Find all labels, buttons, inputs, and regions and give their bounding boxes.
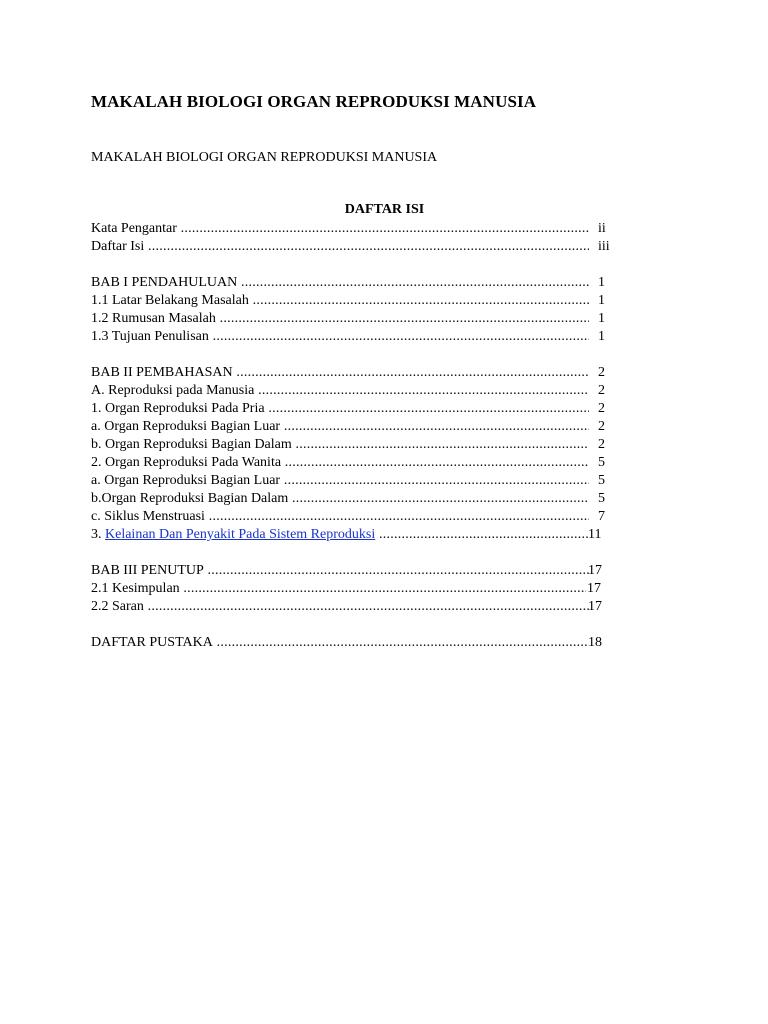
toc-page-number: 17 xyxy=(588,563,602,578)
toc-spacer xyxy=(91,544,631,562)
toc-entry: b.Organ Reproduksi Bagian Dalam ..... xyxy=(91,490,589,508)
toc-entry: 2.2 Saran ..... xyxy=(91,598,589,616)
toc-spacer xyxy=(91,256,631,274)
toc-page-number: 1 xyxy=(598,329,605,344)
toc-row xyxy=(91,490,631,508)
toc-row-kesimpulan xyxy=(91,580,631,598)
toc-page-number: 7 xyxy=(598,509,605,524)
toc-entry: Daftar Isi ..... xyxy=(91,238,589,256)
toc-entry: 1.3 Tujuan Penulisan ..... xyxy=(91,328,589,346)
toc-entry: 2. Organ Reproduksi Pada Wanita ..... xyxy=(91,454,589,472)
toc-page-number: 5 xyxy=(598,455,605,470)
toc-page-number: 5 xyxy=(598,473,605,488)
toc-link-kelainan[interactable]: Kelainan Dan Penyakit Pada Sistem Reproduksi xyxy=(105,527,376,542)
toc-row xyxy=(91,328,631,346)
toc-entry: c. Siklus Menstruasi ..... xyxy=(91,508,589,526)
toc-row xyxy=(91,508,631,526)
toc-entry: 2.1 Kesimpulan ..... xyxy=(91,580,586,598)
toc-row-bab-2 xyxy=(91,364,631,382)
toc-row-kata-pengantar xyxy=(91,220,631,238)
toc-row-bab-1 xyxy=(91,274,631,292)
toc-page-number: 17 xyxy=(588,599,602,614)
toc-row xyxy=(91,310,631,328)
toc-page-number: 5 xyxy=(598,491,605,506)
toc-row xyxy=(91,382,631,400)
toc-entry: 1.2 Rumusan Masalah ..... xyxy=(91,310,589,328)
toc-page-number: ii xyxy=(598,221,606,236)
toc-page-number: 2 xyxy=(598,419,605,434)
main-title: MAKALAH BIOLOGI ORGAN REPRODUKSI MANUSIA xyxy=(91,92,537,111)
toc-entry: a. Organ Reproduksi Bagian Luar ..... xyxy=(91,472,589,490)
toc-entry-prefix: 3. xyxy=(91,527,102,542)
toc-row xyxy=(91,436,631,454)
toc-entry: A. Reproduksi pada Manusia ..... xyxy=(91,382,589,400)
toc-entry: Kata Pengantar ..... xyxy=(91,220,589,238)
toc-page-number: 17 xyxy=(587,581,601,596)
toc-heading: DAFTAR ISI xyxy=(344,202,425,217)
toc-page-number: 2 xyxy=(598,383,605,398)
toc-entry: BAB II PEMBAHASAN ..... xyxy=(91,364,589,382)
toc-entry: 1. Organ Reproduksi Pada Pria ..... xyxy=(91,400,589,418)
toc-entry: BAB I PENDAHULUAN ..... xyxy=(91,274,589,292)
toc-entry xyxy=(91,526,589,544)
toc-page-number: iii xyxy=(598,239,610,254)
toc-spacer xyxy=(91,616,631,634)
toc-row xyxy=(91,454,631,472)
toc-page-number: 1 xyxy=(598,275,605,290)
sub-title: MAKALAH BIOLOGI ORGAN REPRODUKSI MANUSIA xyxy=(91,150,438,165)
toc-entry: b. Organ Reproduksi Bagian Dalam ..... xyxy=(91,436,589,454)
toc-row-daftar-pustaka xyxy=(91,634,631,652)
toc-page-number: 1 xyxy=(598,311,605,326)
table-of-contents xyxy=(91,220,631,652)
toc-row xyxy=(91,418,631,436)
toc-row-kelainan xyxy=(91,526,631,544)
toc-entry: BAB III PENUTUP ..... xyxy=(91,562,589,580)
toc-entry: DAFTAR PUSTAKA ..... xyxy=(91,634,589,652)
toc-page-number: 2 xyxy=(598,437,605,452)
toc-page-number: 2 xyxy=(598,401,605,416)
toc-row xyxy=(91,472,631,490)
toc-entry: a. Organ Reproduksi Bagian Luar ..... xyxy=(91,418,589,436)
toc-entry: 1.1 Latar Belakang Masalah ..... xyxy=(91,292,589,310)
toc-row xyxy=(91,292,631,310)
toc-page-number: 2 xyxy=(598,365,605,380)
toc-row xyxy=(91,400,631,418)
toc-page-number: 1 xyxy=(598,293,605,308)
toc-row-daftar-isi xyxy=(91,238,631,256)
toc-page-number: 18 xyxy=(588,635,602,650)
toc-page-number: 11 xyxy=(588,527,602,542)
toc-row-saran xyxy=(91,598,631,616)
toc-spacer xyxy=(91,346,631,364)
toc-row-bab-3 xyxy=(91,562,631,580)
